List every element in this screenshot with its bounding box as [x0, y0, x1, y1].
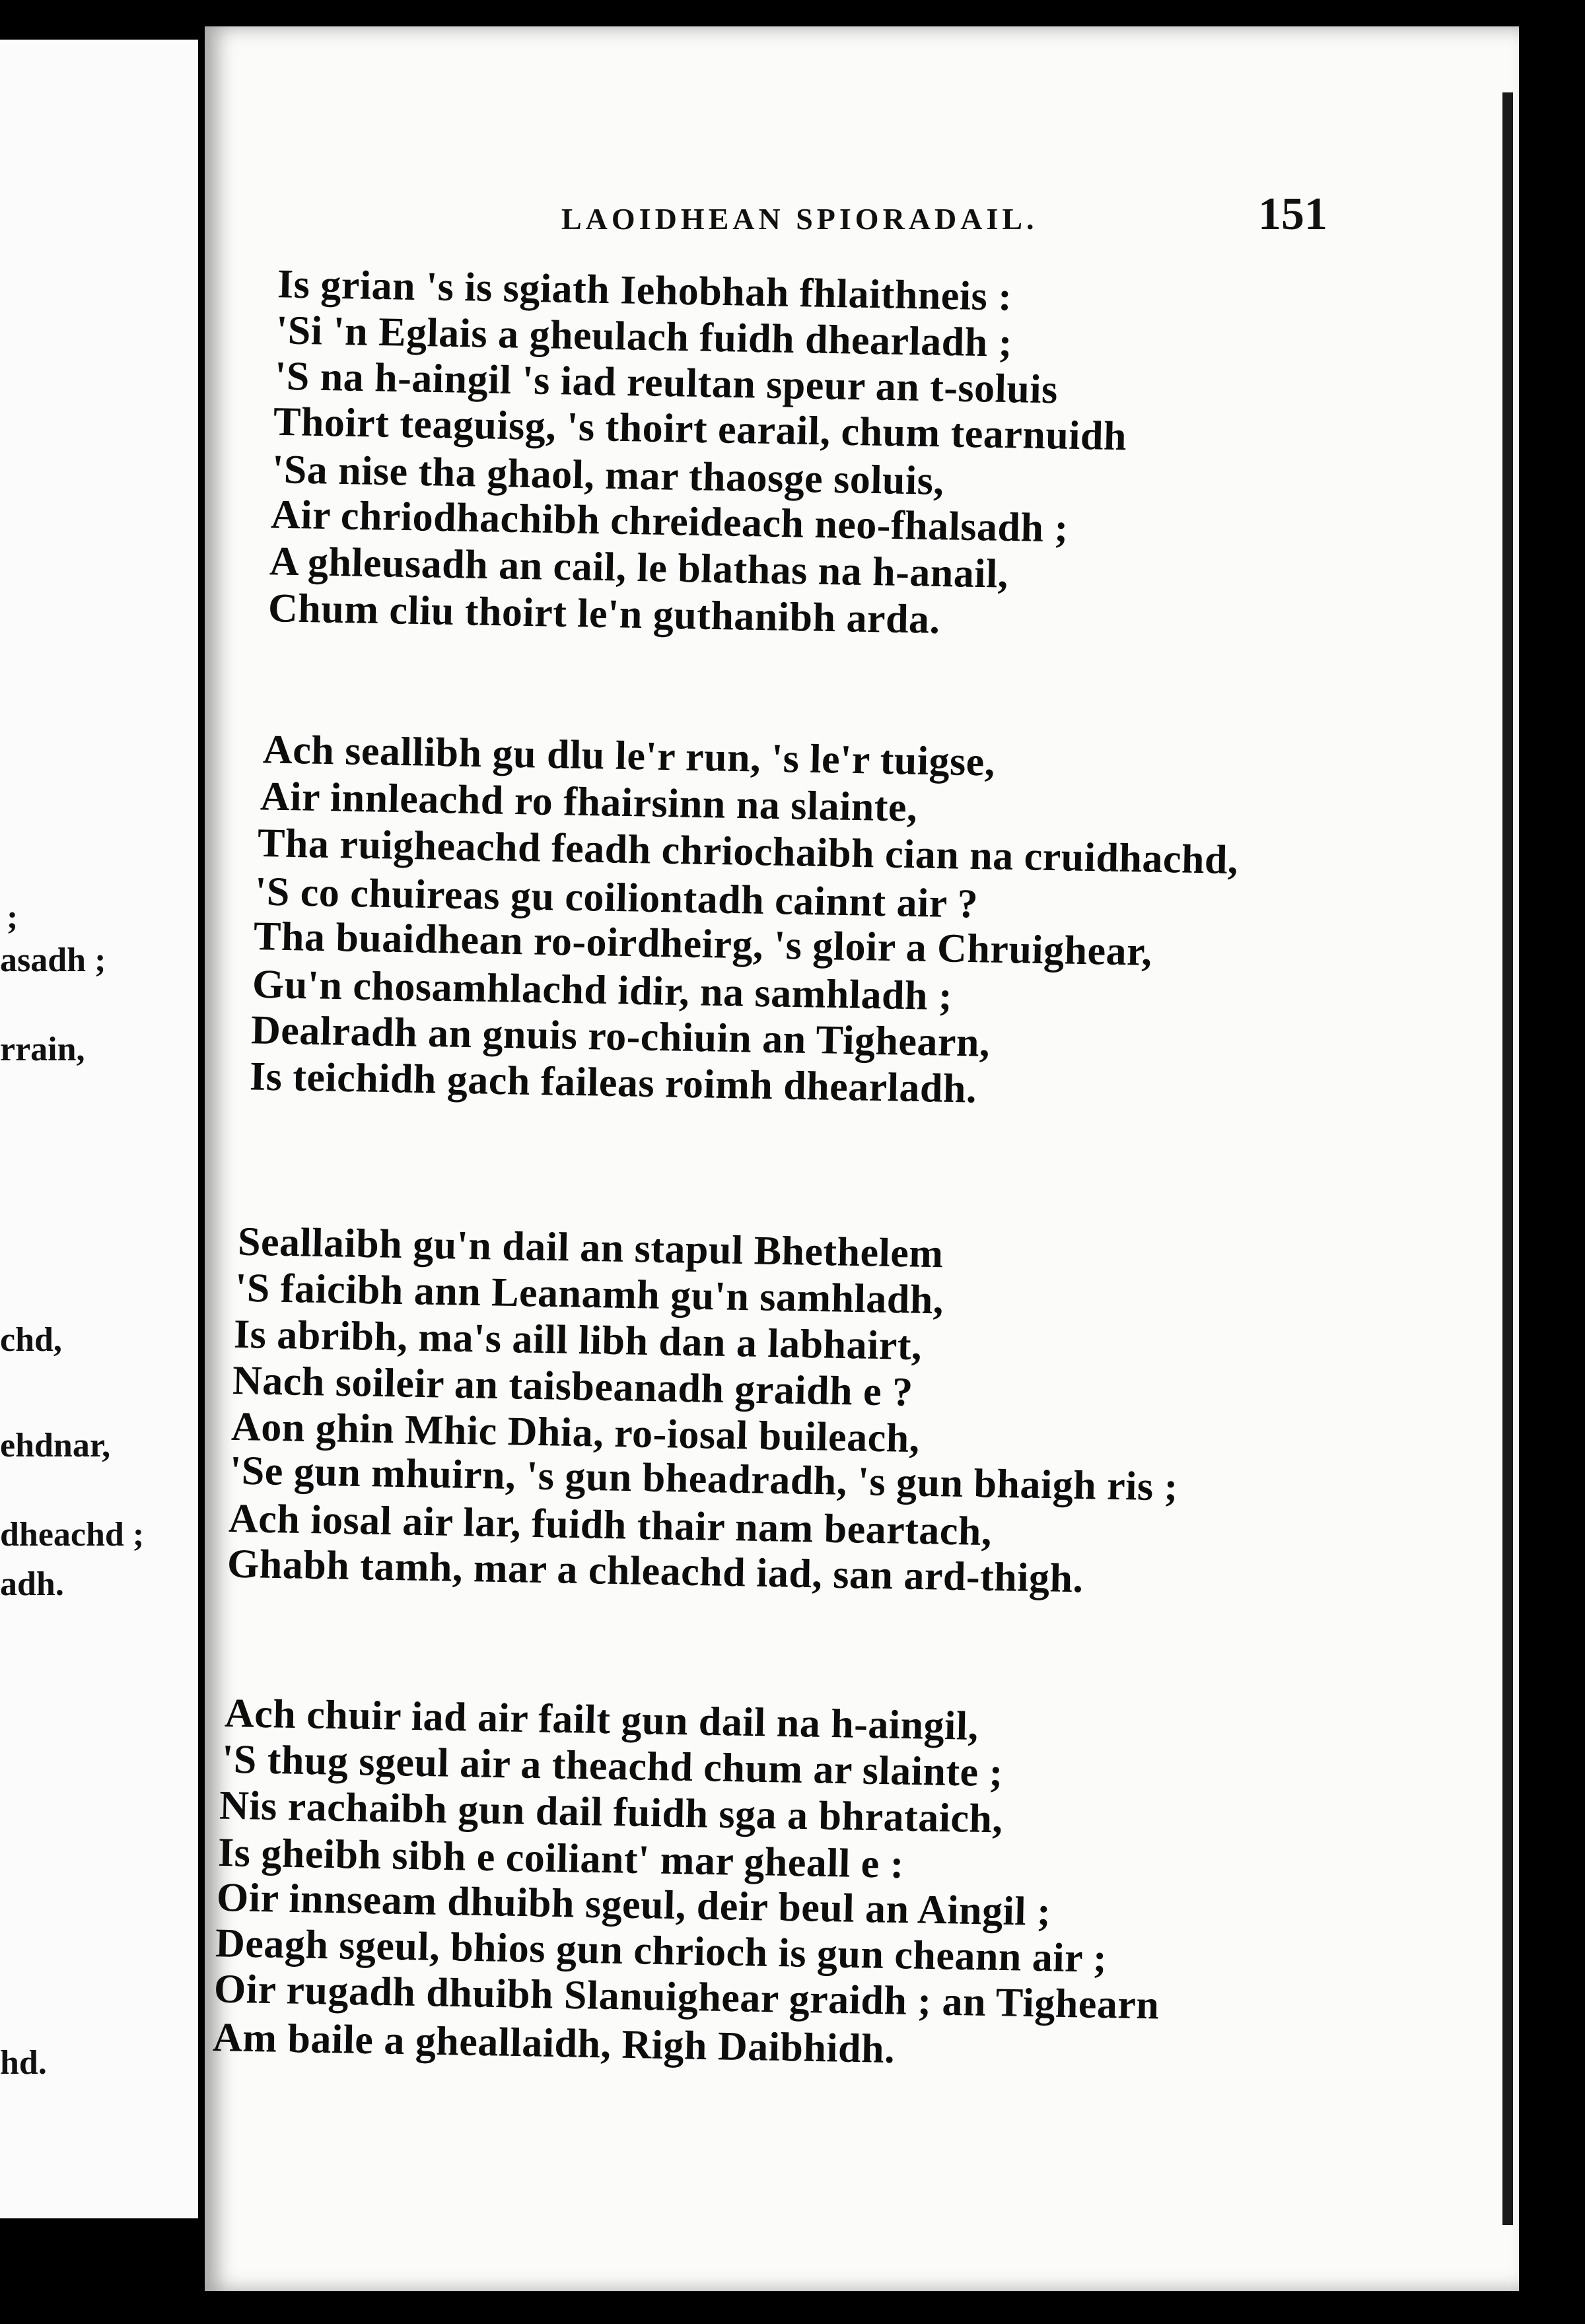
verse-line: Ach seallibh gu dlu le'r run, 's le'r tuigse, [262, 727, 996, 785]
facing-page-fragments [0, 40, 198, 2218]
verse-line: Air innleachd ro fhairsinn na slainte, [260, 774, 918, 831]
verse-line: Oir innseam dhuibh sgeul, deir beul an Aingil ; [216, 1874, 1051, 1935]
verse-line: 'Sa nise tha ghaol, mar thaosge soluis, [271, 447, 944, 504]
facing-page-fragment: ehdnar, [0, 1427, 111, 1464]
facing-page-edge [0, 40, 205, 2218]
verse-line: Nach soileir an taisbeanadh graidh e ? [232, 1358, 914, 1415]
verse-line: Chum cliu thoirt le'n guthanibh arda. [267, 586, 941, 642]
verse-line: Dealradh an gnuis ro-chiuin an Tighearn, [250, 1008, 991, 1066]
verse-line: Nis rachaibh gun dail fuidh sga a bhrataich, [219, 1783, 1004, 1842]
verse-line: Ach iosal air lar, fuidh thair nam beartach, [228, 1495, 993, 1555]
verse-line: Deagh sgeul, bhios gun chrioch is gun cheann air ; [215, 1921, 1108, 1981]
facing-page-fragment: asadh ; [0, 941, 106, 979]
page-header [337, 188, 1327, 241]
verse-line: Is teichidh gach faileas roimh dhearladh. [249, 1054, 977, 1112]
verse-line: 'Si 'n Eglais a gheulach fuidh dhearladh ; [275, 308, 1013, 366]
facing-page-fragment: chd, [0, 1321, 62, 1359]
verse-line: Seallaibh gu'n dail an stapul Bhethelem [237, 1219, 944, 1277]
verse-line: Is grian 's is sgiath Iehobhah fhlaithneis : [277, 261, 1012, 320]
verse-line: Thoirt teaguisg, 's thoirt earail, chum tearnuidh [273, 399, 1127, 460]
facing-page-fragment: dheachd ; [0, 1516, 145, 1554]
verse-line: Ach chuir iad air failt gun dail na h-aingil, [224, 1691, 979, 1749]
verse-line: 'S thug sgeul air a theachd chum ar slainte ; [221, 1736, 1004, 1796]
facing-page-fragment: ; [7, 899, 18, 936]
verse-line: Oir rugadh dhuibh Slanuighear graidh ; an Tighearn [213, 1966, 1160, 2028]
facing-page-fragment: rrain, [0, 1031, 85, 1068]
verse-line: Aon ghin Mhic Dhia, ro-iosal buileach, [230, 1404, 921, 1462]
verse-line: Is abribh, ma's aill libh dan a labhairt, [233, 1311, 923, 1369]
verse-line: 'S faicibh ann Leanamh gu'n samhladh, [234, 1265, 944, 1323]
verse-line: Am baile a gheallaidh, Righ Daibhidh. [212, 2014, 896, 2072]
verse-line: 'S na h-aingil 's iad reultan speur an t-soluis [274, 353, 1059, 413]
verse-line: Gu'n chosamhlachd idir, na samhladh ; [252, 961, 953, 1019]
verse-line: Air chriodhachibh chreideach neo-fhalsadh ; [270, 492, 1069, 551]
verse-line: Is gheibh sibh e coiliant' mar gheall e : [217, 1829, 905, 1888]
verse-line: 'S co chuireas gu coiliontadh cainnt air ? [254, 869, 979, 927]
page-edge-shadow [1502, 92, 1513, 2225]
facing-page-fragment: hd. [0, 2044, 47, 2082]
scan-top-border [192, 0, 1585, 26]
verse-line: Tha buaidhean ro-oirdheirg, 's gloir a Chruighear, [253, 914, 1153, 974]
verse-line: A ghleusadh an cail, le blathas na h-anail, [269, 539, 1009, 597]
verse-line: 'Se gun mhuirn, 's gun bheadradh, 's gun bhaigh ris ; [229, 1448, 1179, 1510]
running-title: LAOIDHEAN SPIORADAIL. [561, 202, 1038, 236]
verse-line: Ghabh tamh, mar a chleachd iad, san ard-thigh. [227, 1541, 1084, 1602]
scan-right-border [1519, 86, 1585, 2265]
page-number: 151 [1258, 189, 1327, 240]
facing-page-fragment: adh. [0, 1565, 64, 1603]
verse-line: Tha ruigheachd feadh chriochaibh cian na cruidhachd, [257, 821, 1239, 883]
